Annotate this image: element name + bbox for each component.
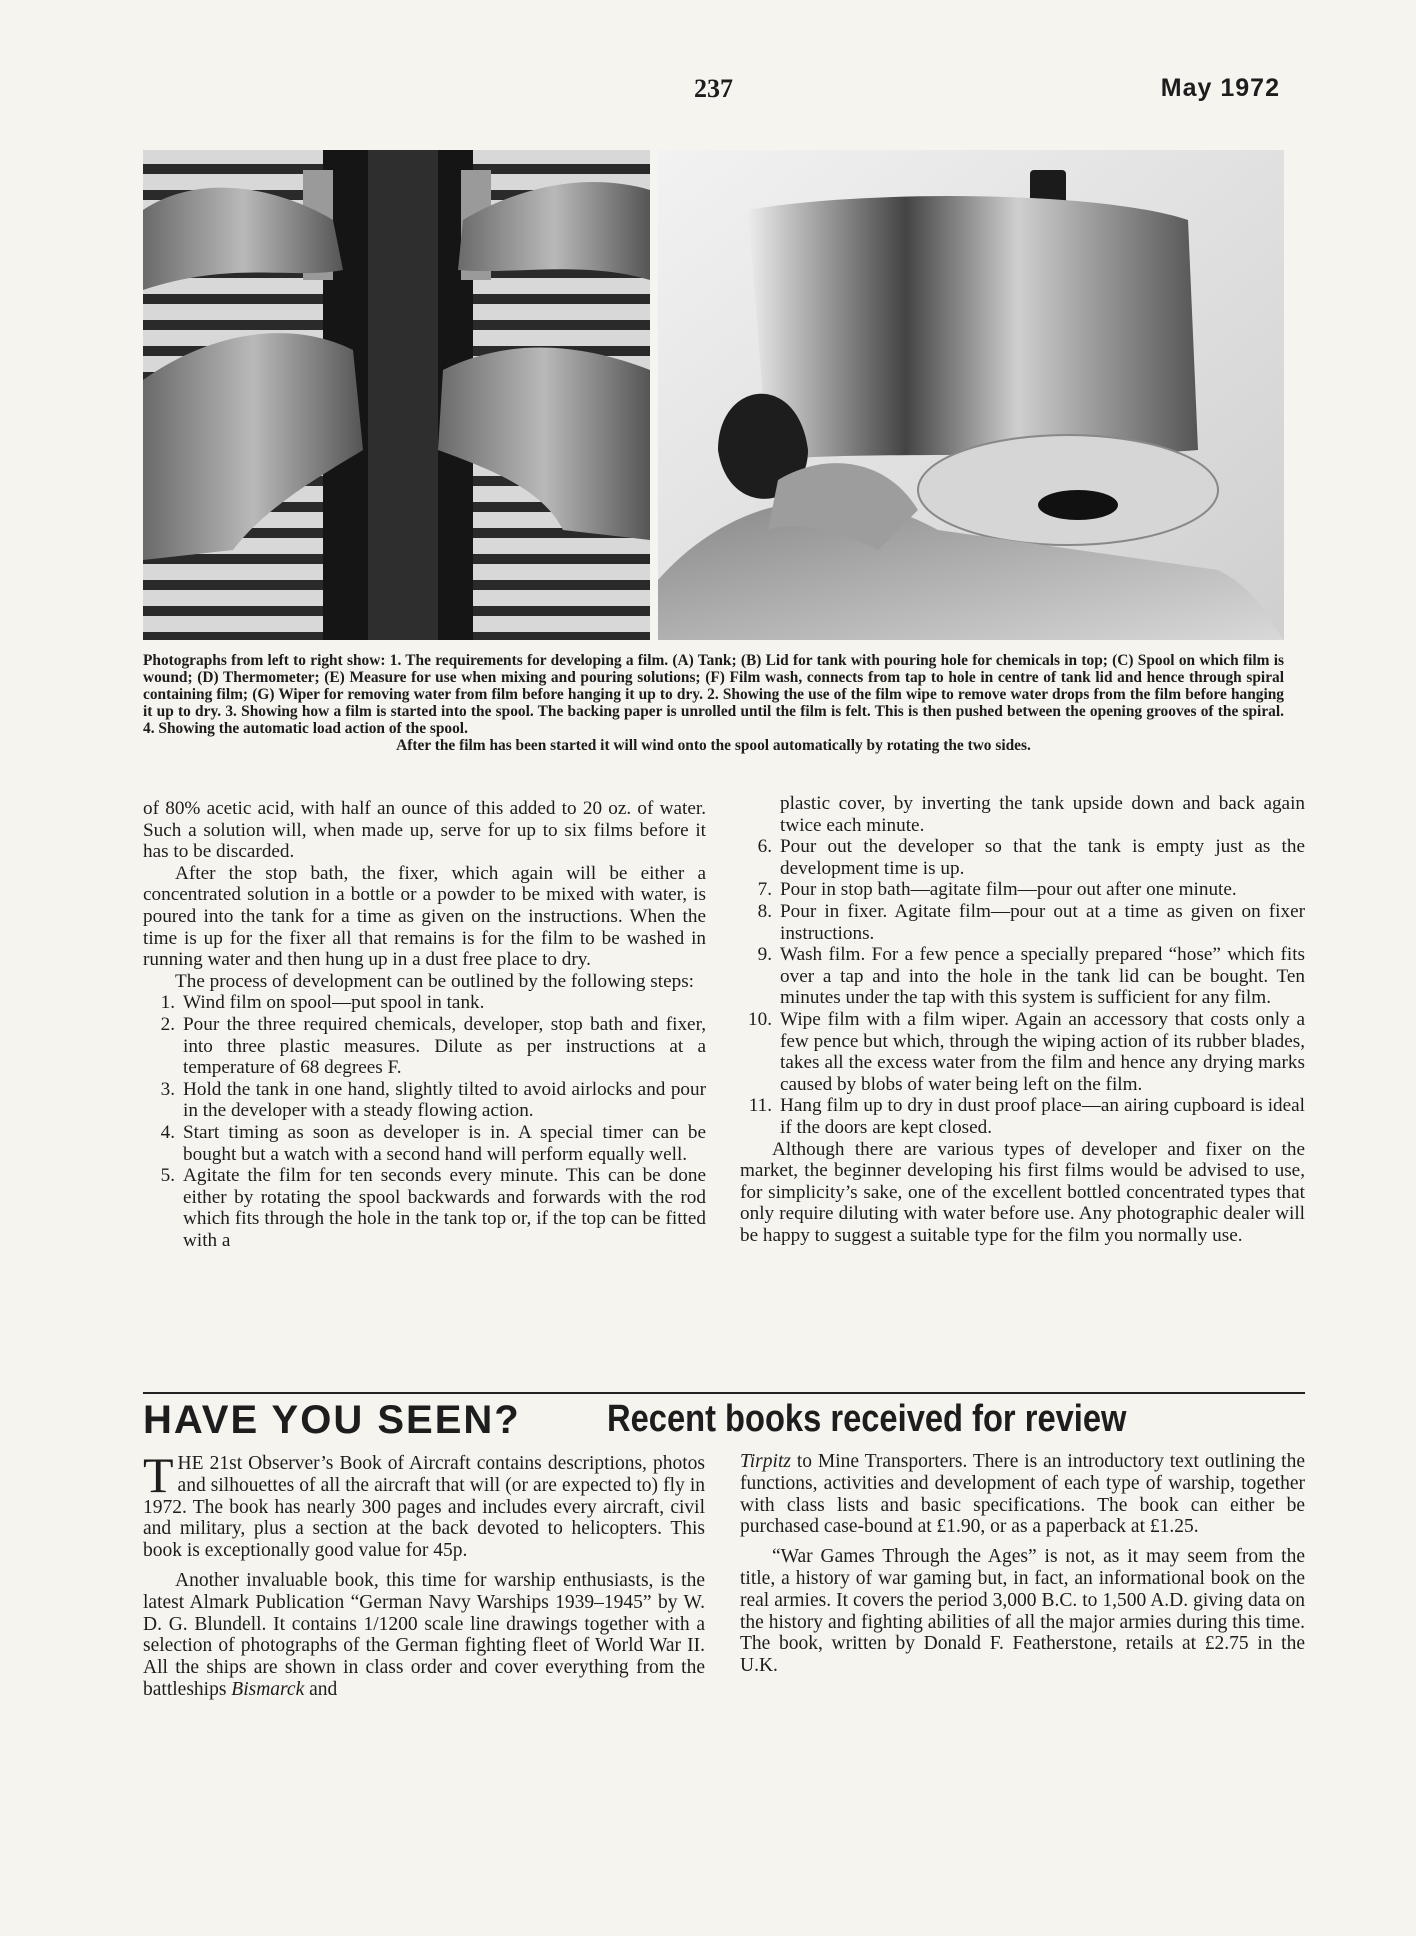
step-number: 3. (160, 1078, 175, 1100)
list-item (143, 1165, 706, 1251)
review-paragraph (740, 1451, 1305, 1538)
issue-date: May 1972 (1160, 74, 1280, 102)
review-paragraph (143, 1447, 705, 1562)
list-item (740, 1095, 1305, 1138)
review-text: Another invaluable book, this time for warship enthusiasts, is the latest Almark Publication “German Navy Warships 1939–1945” by W. D. G. Blundell. It contains 1/1200 scale line drawings together with a selection of photographs of the German fighting fleet of World War II. All the ships are shown in class order and cover everything from the battleships (143, 1569, 705, 1700)
caption-last-line: After the film has been started it will wind onto the spool automatically by rotating the two sides. (396, 737, 1031, 754)
step-number: 10. (748, 1008, 772, 1030)
step-number: 8. (757, 900, 772, 922)
step-text: Hold the tank in one hand, slightly tilted to avoid airlocks and pour in the developer with a steady flowing action. (183, 1078, 706, 1122)
caption-text: Photographs from left to right show: 1. The requirements for developing a film. (A) Tank; (B) Lid for tank with pouring hole for chemicals in top; (C) Spool on which film is wound; (D) Thermometer; (E) Measure for use when mixing and pouring solutions; (F) Film wash, connects from tap to hole in centre of tank lid and hence through spiral containing film; (G) Wiper for removing water from film before hanging it up to dry. 2. Showing the use of the film wipe to remove water drops from the film before hanging it up to dry. 3. Showing how a film is started into the spool. The backing paper is unrolled until the film is felt. This is then pushed between the opening grooves of the spiral. 4. Showing the automatic load action of the spool. (143, 652, 1284, 737)
article-column-right (740, 793, 1305, 1246)
step-text: plastic cover, by inverting the tank upside down and back again twice each minute. (780, 793, 1305, 836)
list-item (740, 836, 1305, 879)
step-text: Pour the three required chemicals, developer, stop bath and fixer, into three plastic measures. Dilute as per instructions at a temperature of 68 degrees F. (183, 1013, 706, 1079)
step-number: 7. (757, 879, 772, 901)
page-header (0, 74, 1416, 114)
steps-list-left (143, 992, 706, 1251)
steps-list-right (740, 793, 1305, 1139)
article-paragraph: The process of development can be outlined by the following steps: (175, 970, 694, 992)
step-text: Wash film. For a few pence a specially prepared “hose” which fits over a tap and into the hole in the tank lid can be bought. Ten minutes under the tap with this system is sufficient for any film. (780, 944, 1305, 1009)
list-item (143, 1079, 706, 1122)
list-item (143, 992, 706, 1014)
list-item (740, 944, 1305, 1009)
list-item (740, 793, 1305, 836)
review-paragraph: “War Games Through the Ages” is not, as it may seem from the title, a history of war gaming but, in fact, an informational book on the real armies. It covers the period 3,000 B.C. to 1,500 A.D. giving data on the history and fighting abilities of all the major armies during this time. The book, written by Donald F. Featherstone, retails at £2.75 in the U.K. (740, 1546, 1305, 1677)
step-text: Pour in stop bath—agitate film—pour out after one minute. (780, 879, 1237, 901)
step-number: 1. (160, 992, 175, 1014)
review-column-right (740, 1451, 1305, 1677)
article-paragraph: After the stop bath, the fixer, which again will be either a concentrated solution in a bottle or a powder to be mixed with water, is poured into the tank for a time as given on the instructions. When the time is up for the fixer all that remains is for the film to be washed in running water and then hung up in a dust free place to dry. (143, 862, 706, 971)
list-item (740, 879, 1305, 901)
review-text: to Mine Transporters. There is an introductory text outlining the functions, activities and development of each type of warship, together with class lists and basic specifications. The book can either be purchased case-bound at £1.90, or as a paperback at £1.25. (740, 1451, 1305, 1538)
review-text: HE 21st Observer’s Book of Aircraft contains descriptions, photos and silhouettes of all the aircraft that will (or are expected to) fly in 1972. The book has nearly 300 pages and includes every aircraft, civil and military, plus a section at the back devoted to helicopters. This book is exceptionally good value for 45p. (143, 1453, 705, 1562)
review-text: and (304, 1678, 338, 1700)
section-subheading: Recent books received for review (607, 1398, 1127, 1440)
step-text: Hang film up to dry in dust proof place—an airing cupboard is ideal if the doors are kept closed. (780, 1095, 1305, 1138)
photo-film-wipe (143, 150, 650, 640)
step-text: Agitate the film for ten seconds every minute. This can be done either by rotating the spool backwards and forwards with the rod which fits through the hole in the tank top or, if the top can be fitted with a (183, 1165, 706, 1251)
article-paragraph: of 80% acetic acid, with half an ounce of this added to 20 oz. of water. Such a solution will, when made up, serve for up to six films before it has to be discarded. (143, 798, 706, 863)
step-number: 9. (757, 944, 772, 966)
step-text: Pour in fixer. Agitate film—pour out at a time as given on fixer instructions. (780, 900, 1305, 944)
step-number: 4. (160, 1121, 175, 1143)
ship-name: Tirpitz (740, 1451, 791, 1472)
step-text: Pour out the developer so that the tank is empty just as the development time is up. (780, 836, 1305, 879)
list-item (143, 1122, 706, 1165)
review-paragraph (143, 1570, 705, 1701)
step-number: 2. (160, 1013, 175, 1035)
step-text: Wipe film with a film wiper. Again an accessory that costs only a few pence but which, through the wiping action of its rubber blades, takes all the excess water from the film and hence any drying marks caused by blobs of water being left on the film. (780, 1008, 1305, 1095)
ship-name: Bismarck (231, 1678, 305, 1700)
step-number (740, 793, 780, 836)
photo-caption (143, 652, 1284, 754)
photo-spool-loading (658, 150, 1284, 640)
list-item (143, 1014, 706, 1079)
list-item (740, 901, 1305, 944)
section-heading: HAVE YOU SEEN? (143, 1398, 521, 1442)
review-column-left (143, 1447, 705, 1701)
step-number: 11. (748, 1095, 772, 1117)
step-number: 6. (757, 836, 772, 858)
step-number: 5. (160, 1165, 175, 1187)
drop-cap: T (143, 1447, 174, 1503)
step-text: Wind film on spool—put spool in tank. (183, 992, 485, 1014)
list-item (740, 1009, 1305, 1095)
page-number: 237 (694, 74, 733, 103)
article-column-left (143, 798, 706, 1251)
article-paragraph: Although there are various types of developer and fixer on the market, the beginner developing his first films would be advised to use, for simplicity’s sake, one of the excellent bottled concentrated types that only require diluting with water before use. Any photographic dealer will be happy to suggest a suitable type for the film you normally use. (740, 1138, 1305, 1246)
section-divider (143, 1392, 1305, 1394)
step-text: Start timing as soon as developer is in. A special timer can be bought but a watch with a second hand will perform equally well. (183, 1121, 706, 1165)
